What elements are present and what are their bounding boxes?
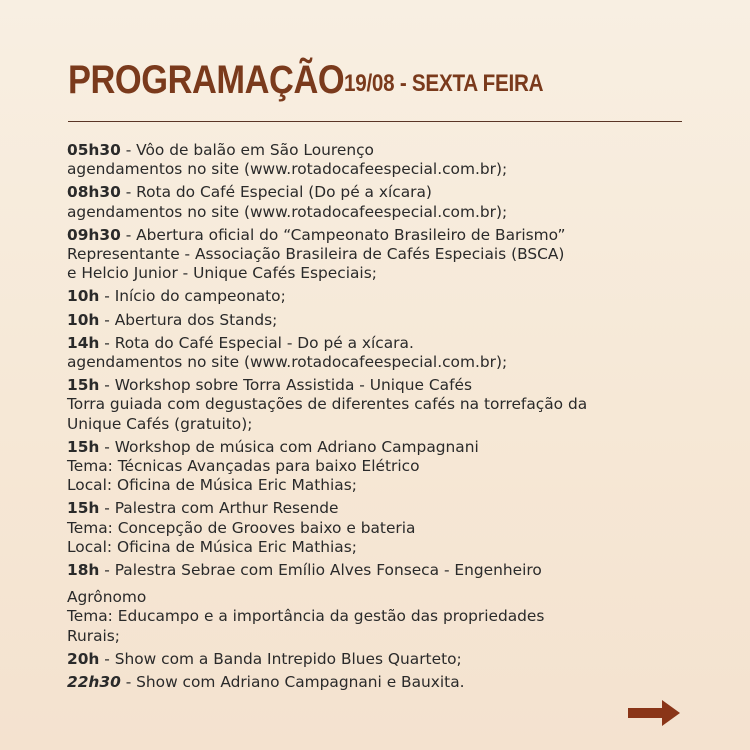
page-title: PROGRAMAÇÃO	[68, 58, 345, 102]
event-date: 19/08 - SEXTA FEIRA	[344, 70, 544, 97]
schedule-title: - Palestra Sebrae com Emílio Alves Fonseca - Engenheiro	[99, 561, 542, 580]
schedule-item	[67, 183, 687, 221]
schedule-item	[67, 673, 687, 692]
schedule-item	[67, 334, 687, 372]
schedule-title: - Abertura dos Stands;	[99, 310, 278, 329]
schedule-title: - Workshop sobre Torra Assistida - Unique Cafés	[99, 376, 472, 395]
schedule-time: 09h30	[67, 225, 121, 244]
schedule-title: - Abertura oficial do “Campeonato Brasileiro de Barismo”	[120, 225, 566, 244]
schedule-title: - Rota do Café Especial (Do pé a xícara)	[120, 183, 432, 202]
schedule-detail: agendamentos no site (www.rotadocafeespecial.com.br);	[67, 353, 508, 372]
schedule-detail: Unique Cafés (gratuito);	[67, 414, 253, 433]
schedule-time: 10h	[67, 287, 100, 306]
schedule-item	[67, 226, 687, 284]
schedule-detail: Representante - Associação Brasileira de Cafés Especiais (BSCA)	[67, 245, 565, 264]
arrow-right-icon	[626, 698, 682, 728]
divider	[68, 121, 682, 122]
schedule-detail: Agrônomo	[67, 588, 147, 607]
schedule-detail: Local: Oficina de Música Eric Mathias;	[67, 537, 357, 556]
schedule-detail: agendamentos no site (www.rotadocafeespecial.com.br);	[67, 160, 508, 179]
schedule-time: 20h	[67, 649, 100, 668]
schedule-item	[67, 438, 687, 496]
schedule-detail: Rurais;	[67, 626, 120, 645]
schedule-item	[67, 650, 687, 669]
schedule-time: 05h30	[67, 141, 121, 159]
schedule-time: 15h	[67, 437, 100, 456]
schedule-item	[67, 311, 687, 330]
schedule-detail: Tema: Concepção de Grooves baixo e bateria	[67, 518, 416, 537]
schedule-title: - Início do campeonato;	[99, 287, 286, 306]
header	[68, 58, 688, 118]
schedule-list	[67, 141, 687, 696]
schedule-item	[67, 287, 687, 306]
schedule-title: - Show com a Banda Intrepido Blues Quarteto;	[99, 649, 462, 668]
schedule-item	[67, 499, 687, 557]
schedule-title: - Palestra com Arthur Resende	[99, 499, 339, 518]
schedule-detail: Torra guiada com degustações de diferentes cafés na torrefação da	[67, 395, 588, 414]
schedule-time: 15h	[67, 376, 100, 395]
schedule-time: 08h30	[67, 183, 121, 202]
schedule-title: - Vôo de balão em São Lourenço	[120, 141, 374, 159]
schedule-item	[67, 376, 687, 434]
schedule-title: - Rota do Café Especial - Do pé a xícara.	[99, 333, 414, 352]
schedule-item	[67, 141, 687, 179]
schedule-detail: Local: Oficina de Música Eric Mathias;	[67, 476, 357, 495]
schedule-detail: agendamentos no site (www.rotadocafeespecial.com.br);	[67, 202, 508, 221]
schedule-detail: e Helcio Junior - Unique Cafés Especiais;	[67, 264, 377, 283]
schedule-title: - Show com Adriano Campagnani e Bauxita.	[120, 673, 465, 692]
schedule-time: 10h	[67, 310, 100, 329]
schedule-time: 22h30	[67, 673, 121, 692]
schedule-detail: Tema: Educampo e a importância da gestão das propriedades	[67, 607, 545, 626]
schedule-title: - Workshop de música com Adriano Campagnani	[99, 437, 479, 456]
schedule-time: 15h	[67, 499, 100, 518]
next-arrow-button[interactable]	[626, 698, 682, 728]
schedule-time: 18h	[67, 561, 100, 580]
schedule-item	[67, 561, 687, 646]
schedule-time: 14h	[67, 333, 100, 352]
schedule-detail: Tema: Técnicas Avançadas para baixo Elétrico	[67, 457, 420, 476]
